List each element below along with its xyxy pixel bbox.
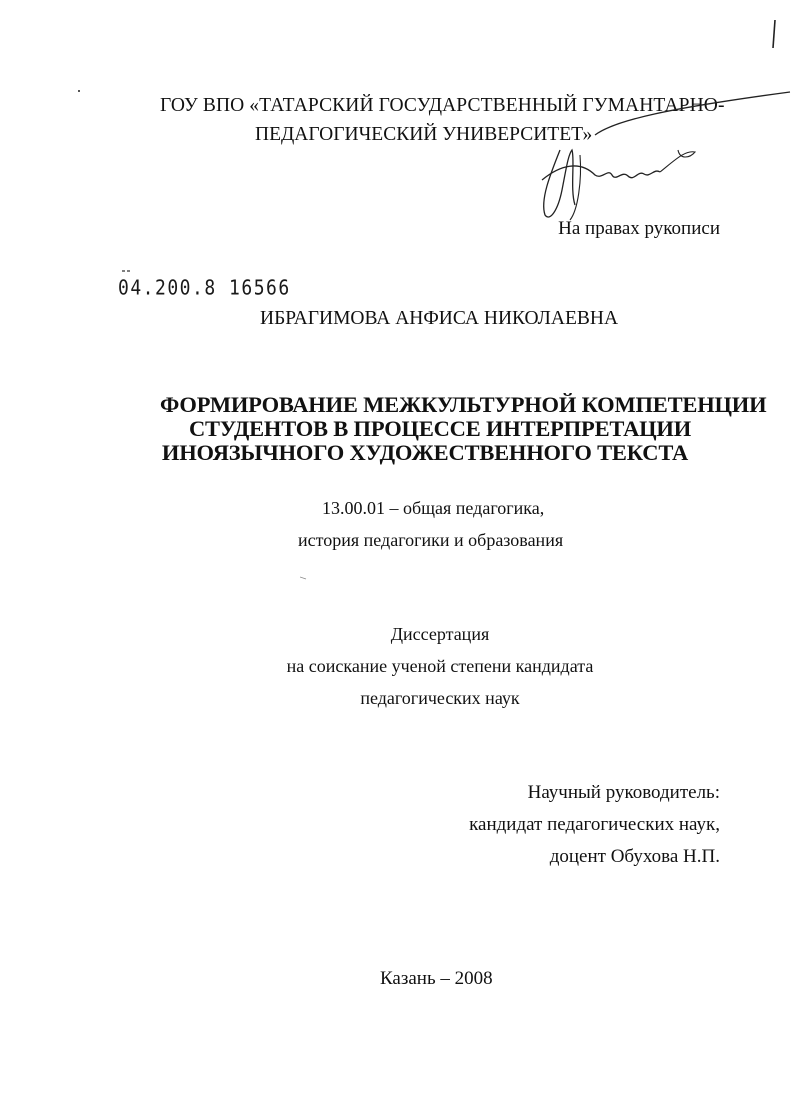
city-year: Казань – 2008 (380, 968, 493, 989)
specialty-name: история педагогики и образования (298, 530, 564, 550)
institution-line-2: ПЕДАГОГИЧЕСКИЙ УНИВЕРСИТЕТ» (255, 124, 593, 145)
stamp-mark (122, 268, 132, 274)
dissertation-purpose: на соискание ученой степени кандидата (286, 656, 594, 676)
specialty-code: 13.00.01 – общая педагогика, (322, 498, 545, 518)
title-line-3: ИНОЯЗЫЧНОГО ХУДОЖЕСТВЕННОГО ТЕКСТА (161, 440, 689, 465)
supervisor-name: доцент Обухова Н.П. (549, 846, 720, 867)
scan-speck (78, 90, 80, 92)
supervisor-label: Научный руководитель: (527, 782, 720, 803)
dissertation-field: педагогических наук (360, 688, 520, 708)
archive-number: 04.200.8 16566 (118, 276, 291, 301)
dissertation-type: Диссертация (390, 624, 490, 644)
institution-line-1: ГОУ ВПО «ТАТАРСКИЙ ГОСУДАРСТВЕННЫЙ ГУМАНТАРНО- (160, 95, 725, 116)
title-line-2: СТУДЕНТОВ В ПРОЦЕССЕ ИНТЕРПРЕТАЦИИ (188, 416, 692, 441)
supervisor-degree: кандидат педагогических наук, (469, 814, 720, 835)
dissertation-title (160, 392, 767, 465)
author-name: ИБРАГИМОВА АНФИСА НИКОЛАЕВНА (260, 308, 619, 329)
manuscript-rights-note: На правах рукописи (558, 218, 720, 239)
pen-mark (768, 18, 780, 52)
title-line-1: ФОРМИРОВАНИЕ МЕЖКУЛЬТУРНОЙ КОМПЕТЕНЦИИ (160, 392, 767, 417)
scan-speck (300, 576, 308, 580)
handwritten-signature (520, 80, 798, 230)
